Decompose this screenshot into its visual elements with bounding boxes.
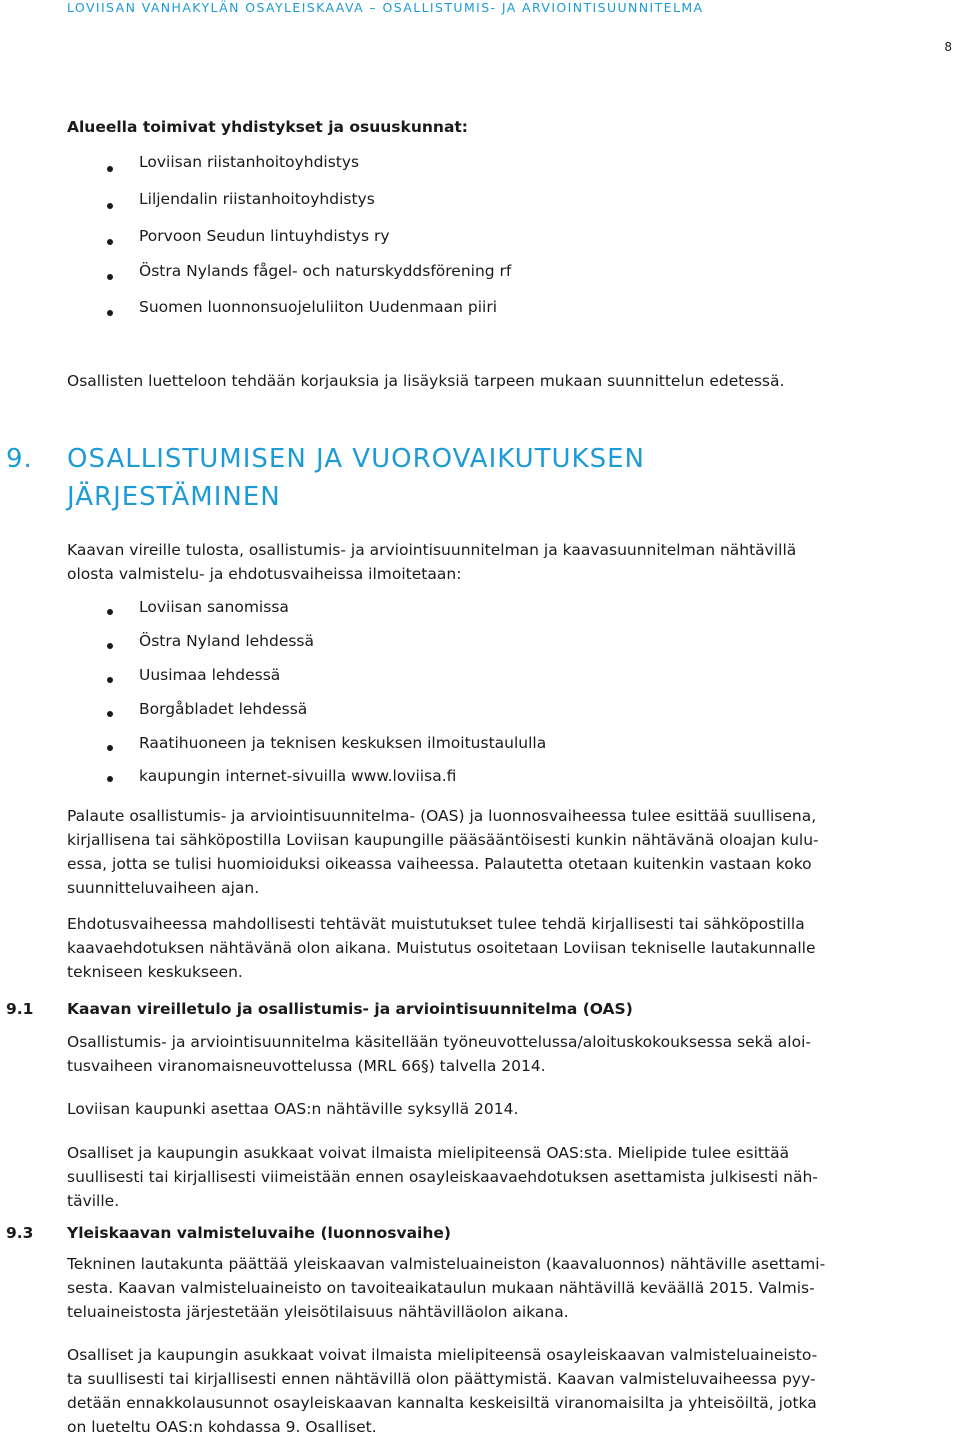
text-line: olosta valmistelu- ja ehdotusvaiheissa ilmoitetaan:: [67, 565, 462, 583]
list-item: Suomen luonnonsuojeluliiton Uudenmaan piiri: [67, 295, 511, 331]
text-line: kirjallisena tai sähköpostilla Loviisan kaupungille pääsääntöisesti kunkin nähtävänä oloajan kulu-: [67, 831, 819, 849]
section-9-1-paragraph-3: [67, 1141, 950, 1213]
running-header: LOVIISAN VANHAKYLÄN OSAYLEISKAAVA – OSALLISTUMIS- JA ARVIOINTISUUNNITELMA: [67, 0, 704, 15]
section-number: 9.3: [6, 1224, 34, 1242]
list-item: Loviisan riistanhoitoyhdistys: [67, 150, 511, 187]
associations-note: Osallisten luetteloon tehdään korjauksia ja lisäyksiä tarpeen mukaan suunnittelun edetessä.: [67, 372, 785, 390]
text-line: tusvaiheen viranomaisneuvottelussa (MRL 66§) talvella 2014.: [67, 1057, 546, 1075]
text-line: Osalliset ja kaupungin asukkaat voivat ilmaista mielipiteensä OAS:sta. Mielipide tulee esittää: [67, 1144, 790, 1162]
section-number: 9.1: [6, 1000, 34, 1018]
section-title: Kaavan vireilletulo ja osallistumis- ja arviointisuunnitelma (OAS): [67, 1000, 633, 1018]
text-line: detään ennakkolausunnot osayleiskaavan kannalta keskeisiltä viranomaisilta ja yhteisöiltä, jotka: [67, 1394, 817, 1412]
list-item: Porvoon Seudun lintuyhdistys ry: [67, 224, 511, 259]
section-number: 9.: [6, 444, 33, 474]
feedback-paragraph: [67, 804, 950, 900]
text-line: tekniseen keskukseen.: [67, 963, 243, 981]
text-line: Osalliset ja kaupungin asukkaat voivat ilmaista mielipiteensä osayleiskaavan valmisteluaineisto-: [67, 1346, 818, 1364]
section-title: Yleiskaavan valmisteluvaihe (luonnosvaihe): [67, 1224, 451, 1242]
text-line: Tekninen lautakunta päättää yleiskaavan valmisteluaineiston (kaavaluonnos) nähtäville asettami-: [67, 1255, 826, 1273]
text-line: essa, jotta se tulisi huomioiduksi oikeassa vaiheessa. Palautetta otetaan kuitenkin vastaan koko: [67, 855, 812, 873]
text-line: suunnitteluvaiheen ajan.: [67, 879, 260, 897]
associations-list: [67, 150, 511, 331]
text-line: suullisesti tai kirjallisesti viimeistään ennen osayleiskaavaehdotuksen asettamista julkisesti näh-: [67, 1168, 818, 1186]
text-line: kaavaehdotuksen nähtävänä olon aikana. Muistutus osoitetaan Loviisan tekniselle lautakunnalle: [67, 939, 816, 957]
section-9-intro: [67, 538, 950, 586]
text-line: Ehdotusvaiheessa mahdollisesti tehtävät muistutukset tulee tehdä kirjallisesti tai sähköpostilla: [67, 915, 805, 933]
channels-list: [67, 595, 546, 794]
list-item: Loviisan sanomissa: [67, 595, 546, 629]
list-item: Östra Nyland lehdessä: [67, 629, 546, 663]
section-9-1-paragraph-2: Loviisan kaupunki asettaa OAS:n nähtäville syksyllä 2014.: [67, 1100, 519, 1118]
list-item: kaupungin internet-sivuilla www.loviisa.fi: [67, 764, 546, 794]
section-9-heading: [6, 440, 645, 516]
associations-heading: Alueella toimivat yhdistykset ja osuuskunnat:: [67, 118, 469, 136]
section-title-line: OSALLISTUMISEN JA VUOROVAIKUTUKSEN: [67, 444, 645, 474]
text-line: on lueteltu OAS:n kohdassa 9. Osalliset.: [67, 1418, 377, 1436]
text-line: täville.: [67, 1192, 120, 1210]
section-9-3-heading: [6, 1221, 451, 1245]
section-9-3-paragraph-1: [67, 1252, 950, 1324]
text-line: Kaavan vireille tulosta, osallistumis- ja arviointisuunnitelman ja kaavasuunnitelman nähtävillä: [67, 541, 797, 559]
section-title-line: JÄRJESTÄMINEN: [67, 482, 281, 512]
list-item: Uusimaa lehdessä: [67, 663, 546, 697]
list-item: Liljendalin riistanhoitoyhdistys: [67, 187, 511, 224]
text-line: Palaute osallistumis- ja arviointisuunnitelma- (OAS) ja luonnosvaiheessa tulee esittää suullisena,: [67, 807, 817, 825]
text-line: Osallistumis- ja arviointisuunnitelma käsitellään työneuvottelussa/aloituskokouksessa sekä aloi-: [67, 1033, 811, 1051]
list-item: Östra Nylands fågel- och naturskyddsförening rf: [67, 259, 511, 295]
text-line: teluaineistosta järjestetään yleisötilaisuus nähtävilläolon aikana.: [67, 1303, 569, 1321]
section-9-3-paragraph-2: [67, 1343, 950, 1439]
section-9-1-heading: [6, 997, 633, 1021]
text-line: ta suullisesti tai kirjallisesti ennen nähtävillä olon päättymistä. Kaavan valmisteluvaiheessa pyy-: [67, 1370, 816, 1388]
text-line: sesta. Kaavan valmisteluaineisto on tavoiteaikataulun mukaan nähtävillä keväällä 2015. Valmis-: [67, 1279, 815, 1297]
page-number: 8: [944, 40, 952, 54]
list-item: Raatihuoneen ja teknisen keskuksen ilmoitustaululla: [67, 731, 546, 764]
objection-paragraph: [67, 912, 950, 984]
section-9-1-paragraph-1: [67, 1030, 950, 1078]
list-item: Borgåbladet lehdessä: [67, 697, 546, 731]
